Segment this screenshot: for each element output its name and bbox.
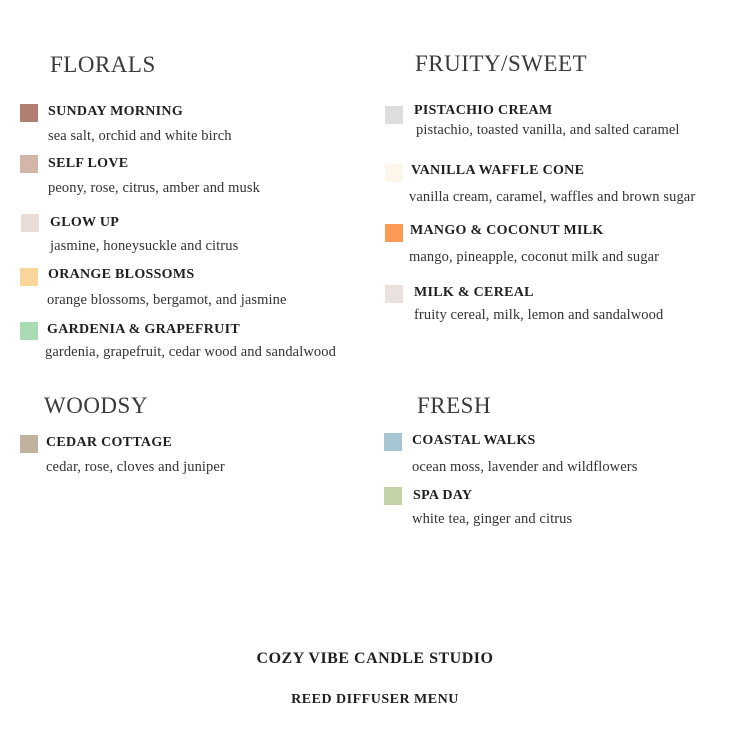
color-swatch [20,155,38,173]
section-title-florals: FLORALS [50,52,156,77]
item-description: peony, rose, citrus, amber and musk [48,180,260,196]
item-name: PISTACHIO CREAM [414,103,553,118]
item-description: mango, pineapple, coconut milk and sugar [409,249,660,265]
studio-name: COZY VIBE CANDLE STUDIO [256,650,494,667]
color-swatch [20,104,38,122]
color-swatch [20,435,38,453]
item-description: jasmine, honeysuckle and citrus [50,238,239,254]
section-title-woodsy: WOODSY [44,393,148,418]
item-name: GARDENIA & GRAPEFRUIT [47,322,240,337]
item-description: pistachio, toasted vanilla, and salted caramel [416,122,680,138]
item-name: MANGO & COCONUT MILK [410,223,604,238]
item-description: ocean moss, lavender and wildflowers [412,459,638,475]
color-swatch [384,487,402,505]
item-name: SUNDAY MORNING [48,104,184,119]
item-name: SELF LOVE [48,156,129,171]
section-title-fruity-sweet: FRUITY/SWEET [415,51,588,76]
item-name: MILK & CEREAL [414,285,534,300]
item-description: fruity cereal, milk, lemon and sandalwood [414,307,664,323]
color-swatch [384,433,402,451]
menu-title: REED DIFFUSER MENU [291,692,459,707]
item-description: white tea, ginger and citrus [412,511,573,527]
color-swatch [385,106,403,124]
item-description: sea salt, orchid and white birch [48,128,232,144]
section-title-fresh: FRESH [417,393,492,418]
item-name: VANILLA WAFFLE CONE [411,163,585,178]
item-description: vanilla cream, caramel, waffles and brown sugar [409,189,696,205]
item-name: CEDAR COTTAGE [46,435,173,450]
color-swatch [385,224,403,242]
color-swatch [385,285,403,303]
item-description: orange blossoms, bergamot, and jasmine [47,292,287,308]
item-name: GLOW UP [50,215,120,230]
color-swatch [20,268,38,286]
item-name: ORANGE BLOSSOMS [48,267,195,282]
color-swatch [20,322,38,340]
item-name: SPA DAY [413,488,473,503]
item-name: COASTAL WALKS [412,433,536,448]
item-description: gardenia, grapefruit, cedar wood and sandalwood [45,344,336,360]
color-swatch [385,164,403,182]
item-description: cedar, rose, cloves and juniper [46,459,225,475]
color-swatch [21,214,39,232]
